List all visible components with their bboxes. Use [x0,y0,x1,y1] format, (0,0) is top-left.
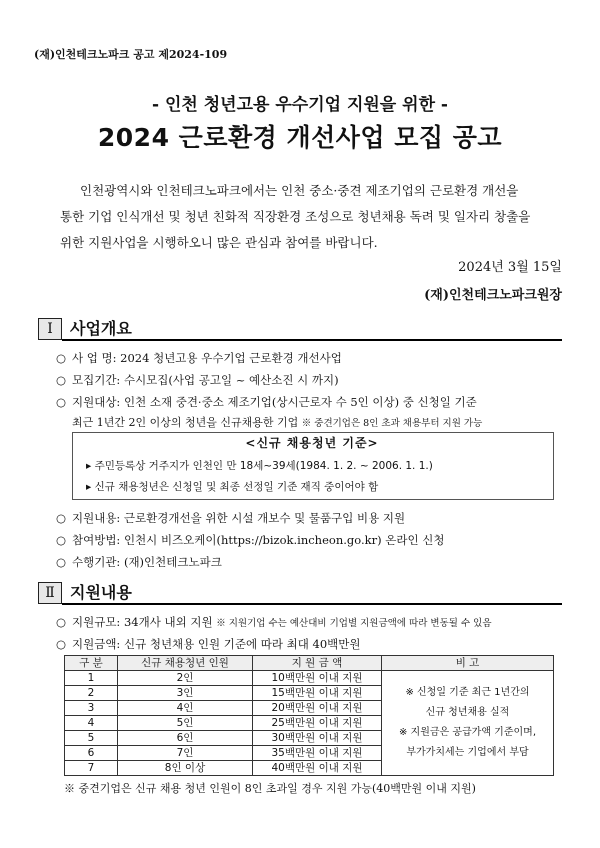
bullet-icon: ○ [56,533,67,547]
section-header-support [38,582,562,604]
remark-line: 신규 청년채용 실적 [425,707,510,718]
section-label: 지원내용 [70,583,132,602]
bullet-icon: ○ [56,615,67,629]
item-text: 참여방법: 인천시 비즈오케이(https://bizok.incheon.go.kr) 온라인 신청 [72,533,445,547]
table-row [65,671,554,686]
table-header: 지 원 금 액 [253,656,382,671]
cell-amount: 35백만원 이내 지원 [253,746,382,761]
section-header-overview [38,318,562,340]
section-divider [62,339,562,341]
cell-people: 8인 이상 [118,761,253,776]
overview-target-continuation [72,414,482,430]
cell-amount: 30백만원 이내 지원 [253,731,382,746]
section-number: Ⅱ [38,582,62,604]
support-item-amount [56,636,361,652]
cell-no: 6 [65,746,118,761]
section-divider [62,603,562,605]
overview-item-method [56,532,444,548]
cell-people: 6인 [118,731,253,746]
bullet-icon: ○ [56,555,67,569]
announcement-date: 2024년 3월 15일 [458,260,562,275]
bullet-icon: ○ [56,511,67,525]
cell-no: 5 [65,731,118,746]
item-text: 지원내용: 근로환경개선을 위한 시설 개보수 및 물품구입 비용 지원 [72,511,406,525]
arrow-icon: ▸ [86,481,92,493]
criteria-text: 주민등록상 거주지가 인천인 만 18세~39세(1984. 1. 2. ~ 2006. 1. 1.) [94,460,433,472]
overview-item-name [56,350,342,366]
page-title: 2024 근로환경 개선사업 모집 공고 [97,123,503,152]
criteria-text: 신규 채용청년은 신청일 및 최종 선정일 기준 재직 중이어야 함 [94,481,379,493]
table-header: 구 분 [65,656,118,671]
cell-no: 4 [65,716,118,731]
overview-item-content [56,510,405,526]
cell-people: 7인 [118,746,253,761]
cell-amount: 20백만원 이내 지원 [253,701,382,716]
table-header: 신규 채용청년 인원 [118,656,253,671]
bullet-icon: ○ [56,637,67,651]
bullet-icon: ○ [56,373,67,387]
cell-no: 7 [65,761,118,776]
item-text: 지원규모: 34개사 내외 지원 [72,615,213,629]
support-item-scale [56,614,492,630]
intro-line: 통한 기업 인식개선 및 청년 친화적 직장환경 조성으로 청년채용 독려 및 일자리 창출을 [60,209,531,224]
intro-line: 인천광역시와 인천테크노파크에서는 인천 중소·중견 제조기업의 근로환경 개선을 [80,183,519,198]
item-text: 지원대상: 인천 소재 중견·중소 제조기업(상시근로자 수 5인 이상) 중 신청일 기준 [72,395,477,409]
document-number: (재)인천테크노파크 공고 제2024-109 [34,48,228,61]
arrow-icon: ▸ [86,460,92,472]
criteria-line [86,479,378,494]
cell-remarks [382,671,554,776]
item-text: 모집기간: 수시모집(사업 공고일 ~ 예산소진 시 까지) [72,373,339,387]
cell-people: 2인 [118,671,253,686]
criteria-title: <신규 채용청년 기준> [245,436,379,450]
table-header-row [65,656,554,671]
item-text: 지원금액: 신규 청년채용 인원 기준에 따라 최대 40백만원 [72,637,361,651]
cell-people: 3인 [118,686,253,701]
page-subtitle: - 인천 청년고용 우수기업 지원을 위한 - [152,95,448,115]
intro-paragraph [60,178,568,256]
target-note: ※ 중견기업은 8인 초과 채용부터 지원 가능 [301,418,483,429]
overview-item-agency [56,554,222,570]
overview-item-target [56,394,477,410]
support-amount-table [64,655,554,776]
remark-line: ※ 신청일 기준 최근 1년간의 [405,687,530,698]
cell-amount: 10백만원 이내 지원 [253,671,382,686]
item-text: 수행기관: (재)인천테크노파크 [72,555,222,569]
section-number: Ⅰ [38,318,62,340]
cell-amount: 25백만원 이내 지원 [253,716,382,731]
cell-amount: 15백만원 이내 지원 [253,686,382,701]
cell-amount: 40백만원 이내 지원 [253,761,382,776]
remark-line: 부가가치세는 기업에서 부담 [406,747,529,758]
table-footnote: ※ 중견기업은 신규 채용 청년 인원이 8인 초과일 경우 지원 가능(40백만원 이내 지원) [64,782,476,795]
item-text: 사 업 명: 2024 청년고용 우수기업 근로환경 개선사업 [72,351,342,365]
bullet-icon: ○ [56,351,67,365]
criteria-line [86,458,433,473]
cell-people: 5인 [118,716,253,731]
overview-item-period [56,372,339,388]
issuer-name: (재)인천테크노파크원장 [424,288,562,303]
scale-note: ※ 지원기업 수는 예산대비 기업별 지원금액에 따라 변동될 수 있음 [216,618,492,629]
item-text: 최근 1년간 2인 이상의 청년을 신규채용한 기업 [72,416,299,429]
cell-no: 1 [65,671,118,686]
bullet-icon: ○ [56,395,67,409]
table-header: 비 고 [382,656,554,671]
cell-people: 4인 [118,701,253,716]
cell-no: 3 [65,701,118,716]
cell-no: 2 [65,686,118,701]
intro-line: 위한 지원사업을 시행하오니 많은 관심과 참여를 바랍니다. [60,235,378,250]
section-label: 사업개요 [70,319,132,338]
remark-line: ※ 지원금은 공급가액 기준이며, [398,727,536,738]
